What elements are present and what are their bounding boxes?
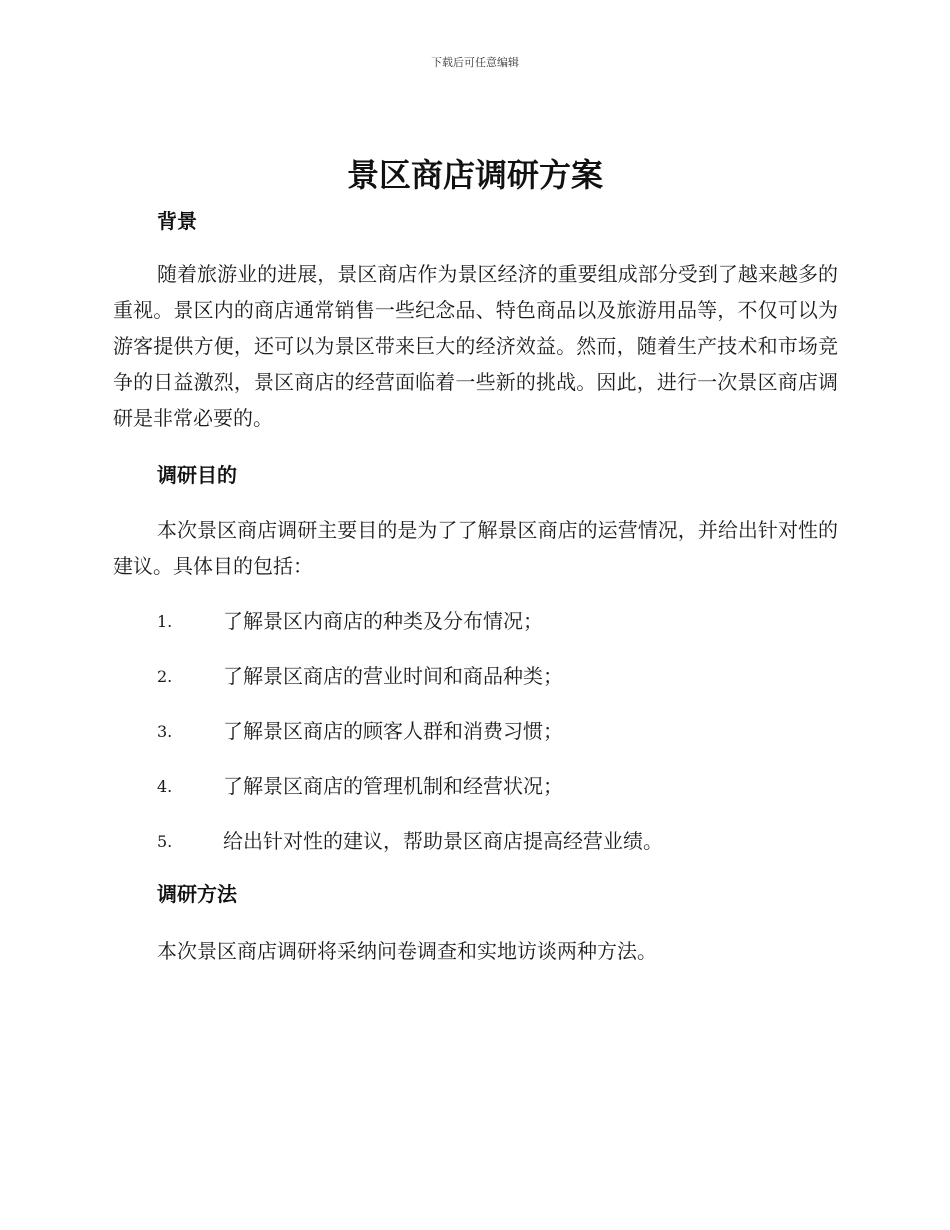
section-heading-purpose: 调研目的 bbox=[157, 463, 237, 487]
list-item-number: 2. bbox=[157, 667, 173, 686]
purpose-paragraph: 本次景区商店调研主要目的是为了了解景区商店的运营情况，并给出针对性的建议。具体目的包括： bbox=[113, 518, 838, 578]
background-paragraph: 随着旅游业的进展，景区商店作为景区经济的重要组成部分受到了越来越多的重视。景区内的商店通常销售一些纪念品、特色商品以及旅游用品等，不仅可以为游客提供方便，还可以为景区带来巨大的经济效益。然而，随着生产技术和市场竞争的日益激烈，景区商店的经营面临着一些新的挑战。因此，进行一次景区商店调研是非常必要的。 bbox=[113, 262, 838, 430]
list-item bbox=[113, 649, 838, 704]
list-item-number: 1. bbox=[157, 612, 173, 631]
list-item bbox=[113, 814, 838, 869]
list-item-text: 了解景区商店的顾客人群和消费习惯； bbox=[223, 719, 563, 743]
purpose-list bbox=[113, 594, 838, 869]
section-heading-method: 调研方法 bbox=[157, 882, 237, 906]
document-body bbox=[113, 196, 838, 969]
list-item-number: 3. bbox=[157, 722, 173, 741]
list-item bbox=[113, 594, 838, 649]
list-item-text: 了解景区商店的管理机制和经营状况； bbox=[223, 774, 563, 798]
list-item bbox=[113, 704, 838, 759]
list-item-text: 给出针对性的建议，帮助景区商店提高经营业绩。 bbox=[223, 829, 663, 853]
document-title: 景区商店调研方案 bbox=[346, 156, 603, 194]
list-item bbox=[113, 759, 838, 814]
list-item-number: 4. bbox=[157, 777, 173, 796]
section-heading-background: 背景 bbox=[157, 209, 197, 233]
list-item-text: 了解景区内商店的种类及分布情况； bbox=[223, 609, 543, 633]
list-item-text: 了解景区商店的营业时间和商品种类； bbox=[223, 664, 563, 688]
header-note: 下载后可任意编辑 bbox=[431, 56, 519, 69]
list-item-number: 5. bbox=[157, 832, 173, 851]
method-paragraph: 本次景区商店调研将采纳问卷调查和实地访谈两种方法。 bbox=[157, 939, 657, 963]
